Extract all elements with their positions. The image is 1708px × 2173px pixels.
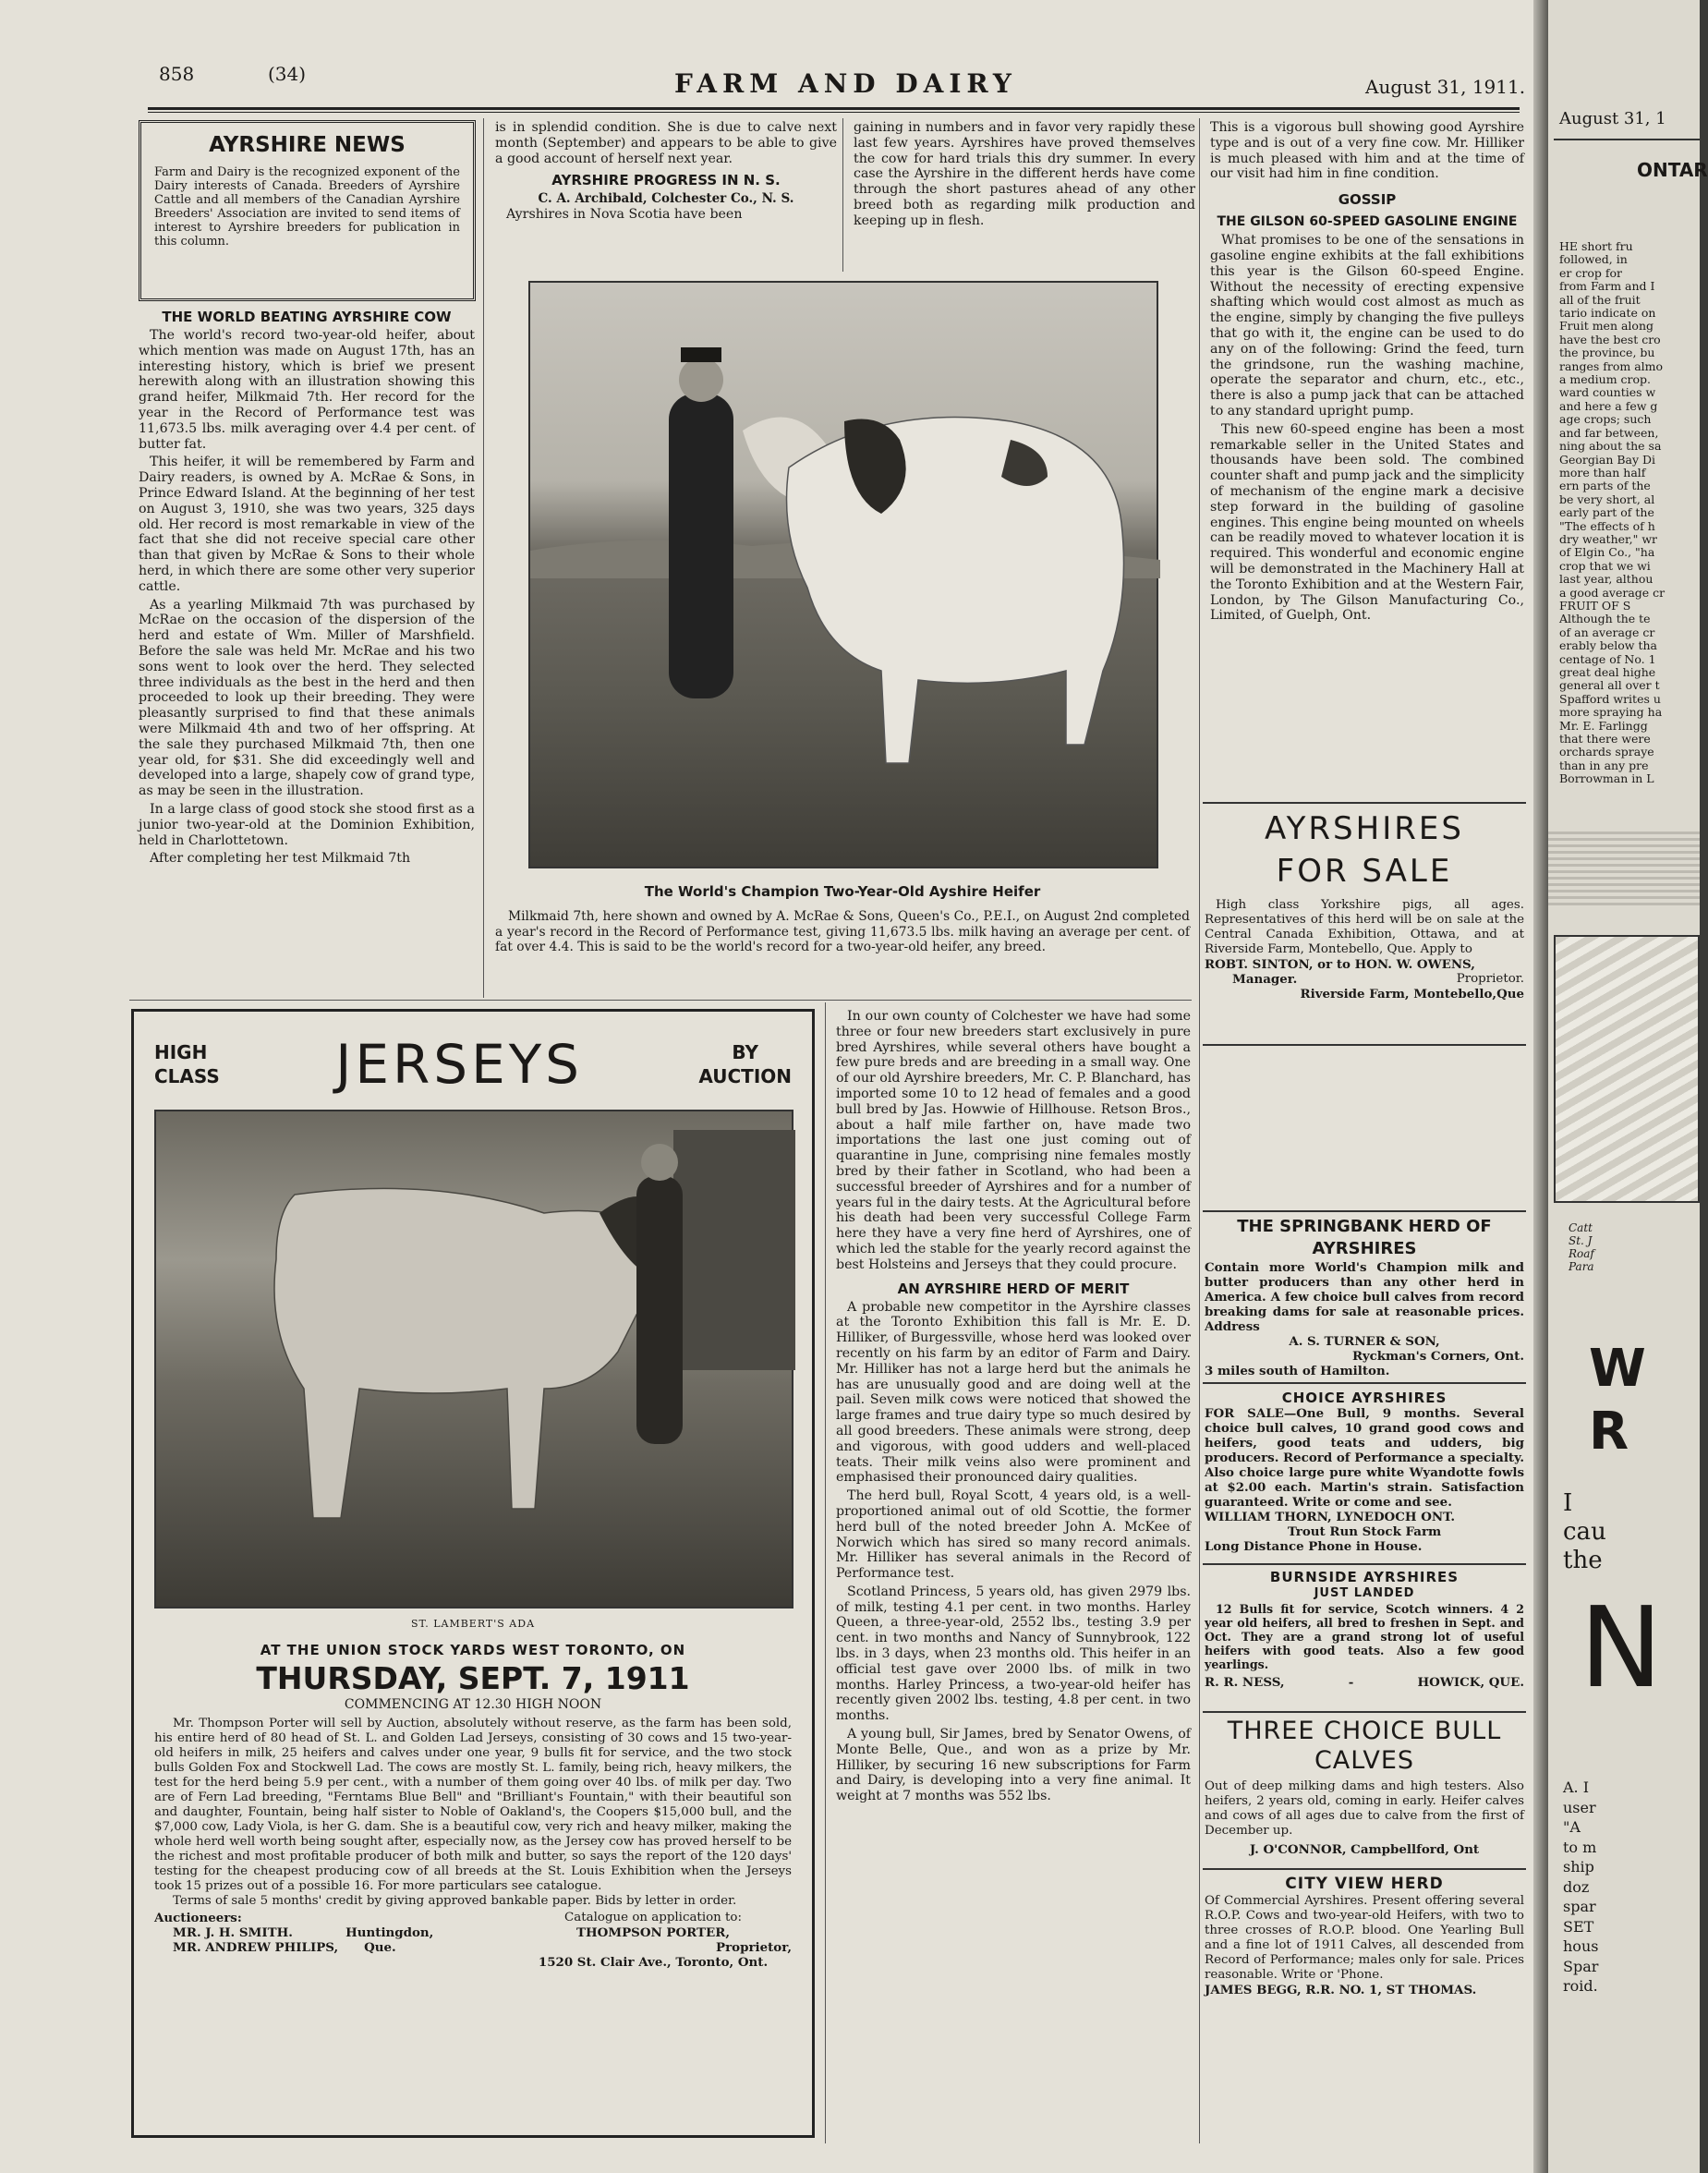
ayrshire-news-text: Farm and Dairy is the recognized exponent of the Dairy interests of Canada. Breeders of Ayrshire Cattle and all members of the Canadian Ayrshire Breeders' Association are invited to send items of interest to Ayrshire breeders for publication in this column. (154, 165, 460, 249)
next-page-line: centage of No. 1 (1559, 651, 1656, 666)
next-page-heading: ONTAR (1637, 159, 1708, 181)
next-page-caption-line: St. J (1569, 1234, 1593, 1247)
auctioneer-1: MR. J. H. SMITH. (173, 1925, 293, 1940)
auctioneer-2: MR. ANDREW PHILIPS, (173, 1940, 339, 1955)
ad-rule (1203, 1868, 1526, 1870)
next-page-line: great deal highe (1559, 665, 1656, 679)
herd-of-merit-heading: AN AYRSHIRE HERD OF MERIT (897, 1280, 1130, 1297)
next-page-bottom-line: user (1563, 1798, 1596, 1816)
ad-burnside (1205, 1569, 1524, 1707)
next-page-line: the province, bu (1559, 346, 1655, 360)
ad-burnside-title: BURNSIDE AYRSHIRES (1269, 1569, 1460, 1585)
next-page-huge-letter: N (1580, 1584, 1663, 1713)
next-page-bottom-line: hous (1563, 1937, 1599, 1955)
ad-springbank-name: A. S. TURNER & SON, (1289, 1334, 1440, 1349)
next-page-column (1559, 240, 1707, 786)
next-page-caption-line: Para (1569, 1260, 1594, 1273)
next-page-mid-line: I (1563, 1489, 1573, 1517)
progress-byline: C. A. Archibald, Colchester Co., N. S. (538, 191, 794, 207)
article-paragraph: gaining in numbers and in favor very rapidly these last few years. Ayrshires have proved themselves the cow for hard trials this dry summer. In every case the Ayrshire in the different herds have come through the short pastures ahead of any other breed both as regarding milk production and keeping up in flesh. (854, 120, 1195, 228)
world-beating-article (139, 309, 475, 998)
ad-burnside-text: 12 Bulls fit for service, Scotch winners. 4 2 year old heifers, all bred to freshen in Sept. and Oct. They are a grand strong lot of useful heifers with good teats. Also a few good yearlings. (1205, 1602, 1524, 1671)
ad-rule (1203, 1563, 1526, 1565)
header-rule (148, 107, 1520, 110)
col2-top-article (495, 120, 837, 268)
ad-sinton-text: High class Yorkshire pigs, all ages. Representatives of this herd will be on sale at the Central Canada Exhibition, Ottawa, and at Riverside Farm, Montebello, Que. Apply to (1205, 898, 1524, 956)
next-page-bottom-line: SET (1563, 1917, 1594, 1936)
proprietor-name: THOMPSON PORTER, (576, 1925, 730, 1940)
next-page-line: ern parts of the (1559, 479, 1651, 493)
next-page-date: August 31, 1 (1559, 109, 1666, 128)
next-page-line: erably below tha (1559, 638, 1657, 653)
header-rule-thin (148, 112, 1520, 113)
issue-page-number: (34) (268, 63, 307, 85)
ad-oconnor-text: Out of deep milking dams and high testers. Also heifers, 2 years old, coming in early. Heifer calves and cows of all ages due to calve from the first of December up. (1205, 1779, 1524, 1838)
ad-class-label: CLASS (154, 1065, 220, 1087)
next-page-bottom-line: Spar (1563, 1957, 1599, 1975)
next-page-line: followed, in (1559, 252, 1628, 267)
gossip-heading: GOSSIP (1338, 191, 1397, 209)
next-page-line: er crop for (1559, 265, 1622, 280)
next-page-illustration-top (1548, 832, 1700, 905)
auctioneer-province: Que. (364, 1940, 396, 1955)
next-page-bottom-line: to m (1563, 1838, 1597, 1856)
ad-woodisse (1205, 1050, 1524, 1207)
auction-terms: Terms of sale 5 months' credit by giving approved bankable paper. Bids by letter in order. (173, 1894, 737, 1908)
next-page-line: Mr. E. Farlingg (1559, 718, 1648, 733)
next-page-mid-text (1563, 1489, 1606, 1575)
gilson-heading: THE GILSON 60-SPEED GASOLINE ENGINE (1217, 214, 1518, 230)
column-rule (842, 118, 843, 272)
next-page-bottom-line: roid. (1563, 1977, 1598, 1995)
ad-ayrshires-heading: AYRSHIRES (1265, 810, 1464, 847)
ad-sinton-manager: Manager. (1232, 972, 1298, 987)
progress-heading: AYRSHIRE PROGRESS IN N. S. (551, 172, 781, 189)
article-paragraph: In a large class of good stock she stood first as a junior two-year-old at the Dominion Exhibition, held in Charlottetown. (139, 801, 475, 848)
ad-choice-farm: Trout Run Stock Farm (1287, 1524, 1442, 1539)
next-page-line: ward counties w (1559, 385, 1656, 400)
ad-cityview-name: JAMES BEGG, R.R. NO. 1, ST THOMAS. (1205, 1983, 1477, 1997)
article-paragraph: Scotland Princess, 5 years old, has given 2979 lbs. of milk, testing 4.1 per cent. in two months. Harley Queen, a three-year-old, 2552 lbs., testing 3.9 per cent. in two months and Nancy of Sunnybrook, 122 lbs. in 3 days, when 23 months old. This heifer in an official test gave over 2000 lbs. of milk in two months. Harley Princess, a two-year-old heifer has recently given 2002 lbs. testing, 4.8 per cent. in two months. (836, 1584, 1191, 1724)
article-paragraph: As a yearling Milkmaid 7th was purchased by McRae on the occasion of the dispersion of the herd and estate of Wm. Miller of Marshfield. Before the sale was held Mr. McRae and his two sons went to look over the herd. They selected three individuals as the best in the herd and then proceeded to look up their breeding. They were pleasantly surprised to find that these animals were Milkmaid 4th and two of her offspring. At the sale they purchased Milkmaid 7th, then one year old, for $31. She did exceedingly well and developed into a large, shapely cow of grand type, as may be seen in the illustration. (139, 597, 475, 799)
next-page-line: of Elgin Co., "ha (1559, 545, 1655, 560)
next-page-bottom-line: ship (1563, 1858, 1594, 1876)
jersey-illustration (156, 1111, 795, 1610)
photo1-description: Milkmaid 7th, here shown and owned by A. McRae & Sons, Queen's Co., P.E.I., on August 2nd completed a year's record in the Record of Performance test, giving 11,673.5 lbs. milk having an average per cent. of fat over 4.4. This is said to be the world's record for a two-year-old heifer, any breed. (495, 909, 1190, 954)
ad-for-sale-heading: FOR SALE (1276, 853, 1453, 890)
section-rule (129, 1000, 1192, 1001)
next-page-line: FRUIT OF S (1559, 598, 1631, 613)
next-page-line: age crops; such (1559, 412, 1652, 427)
ad-rule (1203, 1711, 1526, 1713)
ad-oconnor (1205, 1717, 1524, 1864)
next-page-line: dry weather," wr (1559, 531, 1658, 546)
next-page-bottom-line: spar (1563, 1898, 1596, 1915)
ad-burnside-dash: - (1348, 1675, 1354, 1690)
next-page-line: more spraying ha (1559, 705, 1663, 720)
next-page-line: tario indicate on (1559, 306, 1656, 321)
ad-springbank-place: Ryckman's Corners, Ont. (1351, 1349, 1524, 1364)
next-page-line: of an average cr (1559, 625, 1655, 639)
issue-date: August 31, 1911. (1365, 76, 1526, 98)
ad-choice-phone: Long Distance Phone in House. (1205, 1539, 1423, 1554)
ad-springbank-title: THE SPRINGBANK HERD OF AYRSHIRES (1237, 1217, 1492, 1258)
next-page-line: crop that we wi (1559, 558, 1651, 573)
next-page-fragment (1548, 0, 1708, 2173)
article-paragraph: What promises to be one of the sensations in gasoline engine exhibits at the fall exhibitions this year is the Gilson 60-speed Engine. Without the necessity of erecting expensive shafting which would cost almost as much as the engine, simply by changing the five pulleys that go with it, the engine can be used to do any on of the following: Grind the feed, turn the grindsone, run the washing machine, operate the separator and churn, etc., etc., there is also a pump jack that can be attached to any standard upright pump. (1210, 233, 1524, 419)
next-page-line: HE short fru (1559, 239, 1633, 253)
next-page-mid-line: cau (1563, 1518, 1606, 1546)
column-rule (825, 1002, 826, 2143)
next-page-line: early part of the (1559, 505, 1654, 520)
auctioneers-label: Auctioneers: (154, 1911, 242, 1925)
article-paragraph: This new 60-speed engine has been a most remarkable seller in the United States and thousands have been sold. The combined counter shaft and pump jack and the simplicity of mechanism of the engine mark a decisive step forward in the building of gasoline engines. This engine being mounted on wheels can be readily moved to whatever location it is required. This wonderful and economic engine will be demonstrated in the Machinery Hall at the Toronto Exhibition and at the Western Fair, London, by The Gilson Manufacturing Co., Limited, of Guelph, Ont. (1210, 421, 1524, 624)
jersey-photo-caption: ST. LAMBERT'S ADA (410, 1618, 536, 1630)
ad-sinton-farm: Riverside Farm, Montebello,Que (1300, 987, 1524, 1002)
next-page-line: last year, althou (1559, 572, 1653, 587)
next-page-line: and far between, (1559, 425, 1659, 440)
ad-cityview-text: Of Commercial Ayrshires. Present offering several R.O.P. Cows and two-year-old Heifers, with two to three crosses of R.O.P. blood. One Yearling Bull and a fine lot of 1911 Calves, all descended from Record of Performance; males only for sale. Prices reasonable. Write or 'Phone. (1205, 1894, 1524, 1982)
ayrshire-news-title: AYRSHIRE NEWS (209, 133, 406, 157)
man-cap-icon (681, 347, 721, 362)
ad-choice-name: WILLIAM THORN, LYNEDOCH ONT. (1205, 1510, 1456, 1524)
heifer-illustration (530, 283, 1160, 870)
ad-rule (1203, 802, 1526, 804)
ad-sinton-proprietor: Proprietor. (1456, 972, 1524, 986)
world-beating-heading: THE WORLD BEATING AYRSHIRE COW (162, 309, 452, 325)
column-rule (1199, 118, 1200, 2143)
proprietor-address: 1520 St. Clair Ave., Toronto, Ont. (538, 1955, 769, 1970)
next-page-big-letter: W (1589, 1339, 1646, 1399)
next-page-line: Spafford writes u (1559, 691, 1661, 706)
column-rule (483, 118, 484, 998)
barn-icon (673, 1130, 795, 1370)
ad-ayrshires-for-sale (1205, 809, 1524, 1040)
ad-burnside-name: R. R. NESS, (1205, 1675, 1285, 1690)
next-page-bottom-line: "A (1563, 1818, 1581, 1836)
next-page-line: from Farm and I (1559, 279, 1655, 294)
jersey-cow-photo (154, 1110, 793, 1609)
next-page-caption-line: Catt (1569, 1221, 1593, 1234)
next-page-line: Although the te (1559, 612, 1651, 626)
page-gutter (1533, 0, 1548, 2173)
heifer-body-icon (787, 418, 1124, 763)
ad-choice-text: FOR SALE—One Bull, 9 months. Several choice bull calves, 10 grand good cows and heifers, good teats and udders, big producers. Record of Performance a specialty. Also choice large pure white Wyandotte fowls at $2.00 each. Martin's strain. Satisfaction guaranteed. Write or come and see. (1205, 1406, 1525, 1510)
auction-body: Mr. Thompson Porter will sell by Auction, absolutely without reserve, as the farm has been sold, his entire herd of 80 head of St. L. and Golden Lad Jerseys, consisting of 30 cows and 15 two-year-old heifers in milk, 25 heifers and calves under one year, 9 bulls fit for service, and the two stock bulls Golden Fox and Stockwell Lad. The cows are mostly St. L. family, being rich, heavy milkers, the test for the herd being 5.9 per cent., with a number of them going over 40 lbs. of milk per day. Two are of Fern Lad breeding, "Ferntams Blue Bell" and "Brilliant's Fountain," with their beautiful son and daughter, Fountain, being half sister to Noble of Oakland's, the Coopers $15,000 bull, and the $7,000 cow, Lady Viola, is her G. dam. She is a beautiful cow, very rich and heavy milker, making the whole herd well worth being sought after, especially now, as the Jersey cow has proved herself to be the richest and most profitable producer of both milk and butter, so says the report of the 120 days' testing for the cheapest producing cow of all breeds at the St. Louis Exhibition when the Jerseys took 15 prizes out of a possible 16. For more particulars see catalogue. (154, 1717, 792, 1893)
next-page-line: more than half (1559, 465, 1646, 480)
ad-rule (1203, 1382, 1526, 1384)
next-page-line: have the best cro (1559, 332, 1661, 346)
handler-figure-icon (636, 1176, 683, 1444)
handler-head-icon (641, 1144, 678, 1181)
ad-city-view (1205, 1874, 1524, 2021)
photo1-caption: The World's Champion Two-Year-Old Ayshire Heifer (644, 883, 1041, 900)
ad-high-label: HIGH (154, 1041, 208, 1063)
col4-article (1210, 120, 1524, 795)
next-page-line: Georgian Bay Di (1559, 452, 1656, 467)
article-paragraph: This is a vigorous bull showing good Ayrshire type and is out of a very fine cow. Mr. Hilliker is much pleased with him and at the time of our visit had him in fine condition. (1210, 120, 1524, 182)
ad-oconnor-name: J. O'CONNOR, Campbellford, Ont (1249, 1842, 1480, 1857)
next-page-line: a medium crop. (1559, 372, 1652, 387)
next-page-line: general all over t (1559, 678, 1660, 693)
next-page-line: a good average cr (1559, 585, 1666, 600)
next-page-bottom-line: A. I (1563, 1778, 1590, 1796)
article-paragraph: Ayrshires in Nova Scotia have been (506, 207, 743, 223)
publication-title: FARM AND DAIRY (674, 68, 1017, 99)
ad-choice-title: CHOICE AYRSHIRES (1281, 1390, 1448, 1406)
man-figure-icon (669, 394, 733, 698)
col3-top-article (854, 120, 1195, 268)
next-page-caption-line: Roaf (1569, 1247, 1594, 1260)
next-page-line: than in any pre (1559, 758, 1649, 772)
ad-rule (1203, 1210, 1526, 1212)
next-page-big-letter: R (1589, 1402, 1629, 1462)
page-number: 858 (159, 63, 195, 85)
next-page-line: ranges from almo (1559, 358, 1664, 373)
article-paragraph: A probable new competitor in the Ayrshire classes at the Toronto Exhibition this fall is Mr. E. D. Hilliker, of Burgessville, whose herd was looked over recently on his farm by an editor of Farm and Dairy. Mr. Hilliker has not a large herd but the animals he has are unusually good and are doing well at the pail. Seven milk cows were noticed that showed the large frames and true dairy type so much desired by all good breeders. These animals were strong, deep and vigorous, with good udders and well-placed teats. Their milk veins also were prominent and emphasised their pronounced dairy qualities. (836, 1299, 1191, 1486)
catalogue-note: Catalogue on application to: (564, 1911, 742, 1924)
ad-springbank (1205, 1216, 1524, 1378)
proprietor-label: Proprietor, (716, 1940, 792, 1955)
jersey-auction-ad (131, 1009, 815, 2138)
ayrshire-news-box (139, 120, 476, 301)
jersey-cow-body-icon (274, 1188, 661, 1518)
ad-auction-label: AUCTION (698, 1065, 792, 1087)
next-page-line: "The effects of h (1559, 518, 1655, 533)
ad-oconnor-line1: THREE CHOICE BULL (1227, 1717, 1502, 1745)
next-page-line: and here a few g (1559, 398, 1658, 413)
next-page-line: all of the fruit (1559, 292, 1641, 307)
article-paragraph: A young bull, Sir James, bred by Senator Owens, of Monte Belle, Que., and won as a prize by Mr. Hilliker, by securing 16 new subscriptions for Farm and Dairy, is developing into a very fine animal. It weight at 7 months was 552 lbs. (836, 1727, 1191, 1804)
heifer-photo (528, 281, 1158, 868)
auction-location: AT THE UNION STOCK YARDS WEST TORONTO, ON (260, 1642, 686, 1658)
auctioneer-town: Huntingdon, (345, 1925, 434, 1940)
next-page-line: that there were (1559, 732, 1651, 747)
ad-sinton-contact: ROBT. SINTON, or to HON. W. OWENS, (1205, 957, 1475, 972)
col3-lower-article (836, 1009, 1191, 2145)
article-paragraph: After completing her test Milkmaid 7th (150, 851, 411, 867)
next-page-mid-line: the (1563, 1547, 1603, 1574)
ad-cityview-title: CITY VIEW HERD (1285, 1875, 1444, 1893)
auction-time: COMMENCING AT 12.30 HIGH NOON (344, 1697, 602, 1712)
ad-oconnor-line2: CALVES (1314, 1746, 1415, 1775)
man-head-icon (679, 358, 723, 402)
next-page-line: ning about the sa (1559, 439, 1662, 454)
ad-burnside-place: HOWICK, QUE. (1417, 1675, 1524, 1690)
auction-date: THURSDAY, SEPT. 7, 1911 (256, 1660, 690, 1696)
jerseys-title: JERSEYS (335, 1033, 583, 1096)
next-page-line: Borrowman in L (1559, 771, 1654, 786)
article-paragraph: is in splendid condition. She is due to calve next month (September) and appears to be able to give a good account of herself next year. (495, 120, 837, 166)
next-page-bottom-line: doz (1563, 1877, 1590, 1896)
next-page-line: be very short, al (1559, 492, 1655, 506)
article-paragraph: The world's record two-year-old heifer, about which mention was made on August 17th, has an interesting history, which is brief we present herewith along with an illustration showing this grand heifer, Milkmaid 7th. Her record for the year in the Record of Performance test was 11,673.5 lbs. milk averaging over 4.4 per cent. of butter fat. (139, 328, 475, 452)
ad-rule (1203, 1044, 1526, 1046)
ad-by-label: BY (732, 1041, 759, 1063)
article-paragraph: In our own county of Colchester we have had some three or four new breeders start exclusively in pure bred Ayrshires, while several others have bought a few pure breds and are breeding in a small way. One of our old Ayrshire breeders, Mr. C. P. Blanchard, has imported some 10 to 12 head of females and a good bull bred by Jas. Howwie of Hillhouse. Retson Bros., about a half mile farther on, have made two importations the last one just coming out of quarantine in June, comprising nine females mostly bred by their father in Scotland, who had been a successful breeder of Ayrshires and for a number of years ful in the dairy tests. At the Agricultural before his death had been very successful College Farm here they have a very fine herd of Ayrshires, one of which led the stable for the yearly record against the best Holsteins and Jerseys that they could procure. (836, 1009, 1191, 1272)
next-page-line: orchards spraye (1559, 745, 1654, 759)
next-page-illustration (1554, 935, 1700, 1203)
ad-burnside-subtitle: JUST LANDED (1314, 1586, 1415, 1600)
next-page-bottom-text (1563, 1778, 1598, 1997)
ad-choice-ayrshires (1205, 1390, 1524, 1560)
next-page-rule (1554, 139, 1700, 140)
ad-springbank-text: Contain more World's Champion milk and butter producers than any other herd in America. A few choice bull calves from record breaking dams for sale at reasonable prices. Address (1205, 1260, 1524, 1334)
next-page-caption (1569, 1221, 1594, 1273)
article-paragraph: This heifer, it will be remembered by Farm and Dairy readers, is owned by A. McRae & Sons, in Prince Edward Island. At the beginning of her test on August 3, 1910, she was two years, 325 days old. Her record is most remarkable in view of the fact that she did not receive special care other than that given by McRae & Sons to their whole herd, in which there are some other very superior cattle. (139, 455, 475, 594)
ad-springbank-location: 3 miles south of Hamilton. (1205, 1364, 1390, 1378)
next-page-line: Fruit men along (1559, 319, 1653, 334)
article-paragraph: The herd bull, Royal Scott, 4 years old, is a well-proportioned animal out of old Scottie, the former herd bull of the noted breeder John A. McKee of Norwich which has sired so many record animals. Mr. Hilliker has several animals in the Record of Performance test. (836, 1488, 1191, 1582)
